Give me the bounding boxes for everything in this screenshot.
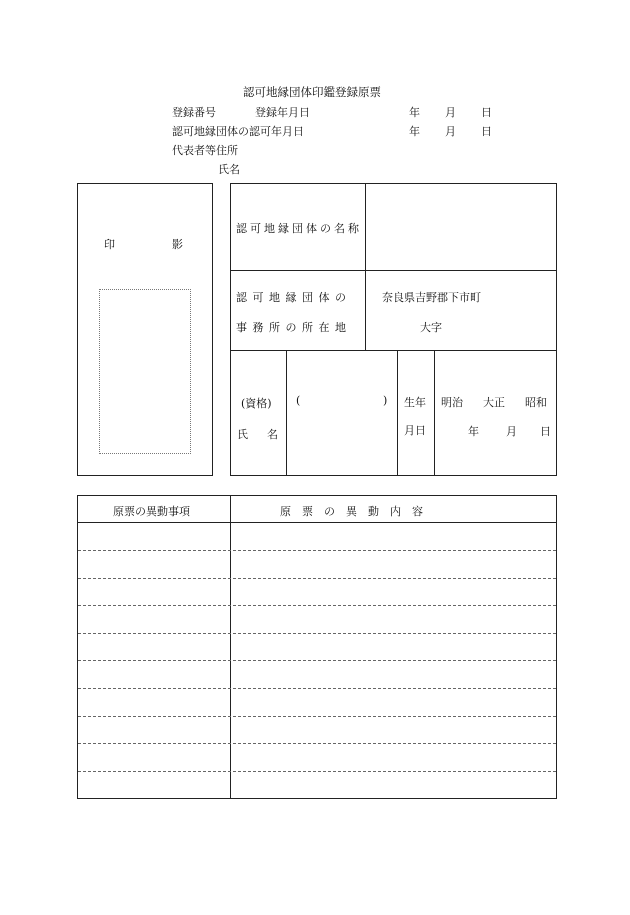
registration-date-label: 登録年月日: [255, 106, 310, 119]
organization-name-label: 認可地縁団体の名称: [236, 222, 362, 235]
seal-label-left: 印: [104, 238, 115, 251]
birth-day-label: 日: [540, 425, 551, 438]
birth-year-label: 年: [468, 425, 479, 438]
representative-name-label-box: 氏 名: [237, 428, 282, 441]
changes-row-line: [78, 688, 556, 689]
row-divider-2: [230, 350, 557, 351]
changes-row-line: [78, 716, 556, 717]
changes-header-divider: [77, 522, 557, 523]
era-showa-option[interactable]: 昭和: [525, 396, 547, 409]
changes-col-divider: [230, 495, 231, 799]
approval-date-label: 認可地縁団体の認可年月日: [172, 125, 304, 138]
row-divider-1: [230, 270, 557, 271]
representative-address-label: 代表者等住所: [172, 144, 238, 157]
qualification-paren-open: (: [296, 394, 301, 407]
representative-name-label: 氏名: [218, 163, 240, 176]
era-meiji-option[interactable]: 明治: [441, 396, 463, 409]
changes-column-header-content: 原 票 の 異 動 内 容: [280, 505, 423, 518]
birth-date-label-line1: 生年: [404, 396, 426, 409]
changes-row-line: [78, 578, 556, 579]
changes-table: [77, 495, 557, 799]
seal-impression-area[interactable]: [99, 289, 191, 454]
changes-row-line: [78, 660, 556, 661]
approval-day-label: 日: [481, 125, 492, 138]
changes-row-line: [78, 550, 556, 551]
office-address-label-line2: 事 務 所 の 所 在 地: [236, 321, 346, 334]
changes-row-line: [78, 743, 556, 744]
era-taisho-option[interactable]: 大正: [483, 396, 505, 409]
birth-date-label-line2: 月日: [404, 424, 426, 437]
office-address-oaza: 大字: [420, 321, 442, 334]
changes-row-line: [78, 605, 556, 606]
approval-year-label: 年: [409, 125, 420, 138]
seal-label-right: 影: [172, 238, 183, 251]
col-divider-name: [286, 350, 287, 476]
office-address-label-line1: 認 可 地 縁 団 体 の: [236, 291, 346, 304]
registration-day-label: 日: [481, 106, 492, 119]
approval-month-label: 月: [445, 125, 456, 138]
changes-row-line: [78, 771, 556, 772]
qualification-paren-close: ): [383, 394, 388, 407]
registration-month-label: 月: [445, 106, 456, 119]
registration-year-label: 年: [409, 106, 420, 119]
col-divider-birth-label: [397, 350, 398, 476]
qualification-label: (資格): [241, 397, 272, 410]
organization-name-field[interactable]: [368, 186, 554, 268]
changes-row-line: [78, 633, 556, 634]
office-address-prefix: 奈良県吉野郡下市町: [382, 291, 481, 304]
registration-number-label: 登録番号: [172, 106, 216, 119]
birth-month-label: 月: [506, 425, 517, 438]
col-divider-label: [365, 183, 366, 350]
form-title: 認可地縁団体印鑑登録原票: [243, 85, 381, 99]
changes-column-header-item: 原票の異動事項: [113, 505, 190, 518]
col-divider-birth-value: [434, 350, 435, 476]
